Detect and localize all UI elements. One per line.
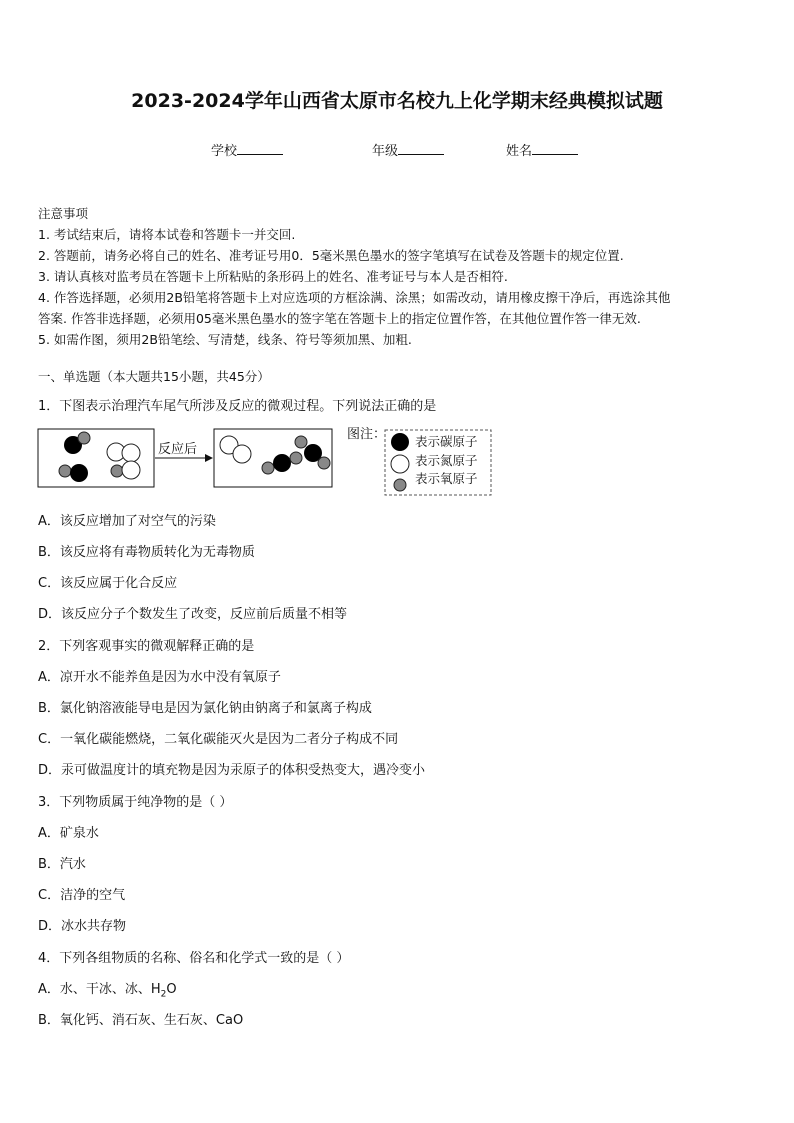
option-c[interactable]: C．一氧化碳能燃烧，二氧化碳能灭火是因为二者分子构成不同 <box>38 732 399 747</box>
grade-label: 年级 <box>372 144 399 159</box>
option-c[interactable]: C．洁净的空气 <box>38 888 126 903</box>
option-a[interactable]: A．矿泉水 <box>38 826 99 841</box>
oxygen-legend-icon <box>394 479 406 491</box>
question-stem: 3．下列物质属于纯净物的是（ ） <box>38 795 233 810</box>
oxygen-atom <box>295 436 307 448</box>
school-blank[interactable] <box>237 142 283 155</box>
legend-oxygen: 表示氧原子 <box>415 471 478 486</box>
notice-item: 1. 考试结束后，请将本试卷和答题卡一并交回. <box>38 227 296 242</box>
legend-carbon: 表示碳原子 <box>415 434 478 449</box>
name-label: 姓名 <box>506 144 533 159</box>
option-d[interactable]: D．冰水共存物 <box>38 919 127 934</box>
oxygen-atom <box>59 465 71 477</box>
exam-notice <box>38 203 758 350</box>
notice-item: 3. 请认真核对监考员在答题卡上所粘贴的条形码上的姓名、准考证号与本人是否相符. <box>38 269 508 284</box>
name-blank[interactable] <box>532 142 578 155</box>
notice-item: 答案. 作答非选择题，必须用05毫米黑色墨水的签字笔在答题卡上的指定位置作答，在其他位置作答一律无效. <box>38 311 641 326</box>
option-a[interactable]: A．凉开水不能养鱼是因为水中没有氧原子 <box>38 670 281 685</box>
carbon-atom <box>70 464 88 482</box>
option-c[interactable]: C．该反应属于化合反应 <box>38 576 178 591</box>
option-b[interactable]: B．汽水 <box>38 857 86 872</box>
subscript: 2 <box>160 989 167 1000</box>
option-a[interactable]: A．该反应增加了对空气的污染 <box>38 514 216 529</box>
legend-nitrogen: 表示氮原子 <box>415 453 478 468</box>
notice-heading: 注意事项 <box>38 206 89 221</box>
school-field[interactable] <box>211 140 283 159</box>
oxygen-atom <box>262 462 274 474</box>
formula-tail: O <box>166 982 177 997</box>
grade-blank[interactable] <box>398 142 444 155</box>
carbon-atom <box>273 454 291 472</box>
option-d[interactable]: D．该反应分子个数发生了改变，反应前后质量不相等 <box>38 607 348 622</box>
nitrogen-atom <box>122 444 140 462</box>
question-stem: 1．下图表示治理汽车尾气所涉及反应的微观过程。下列说法正确的是 <box>38 399 437 414</box>
page-title: 2023-2024学年山西省太原市名校九上化学期末经典模拟试题 <box>131 90 663 112</box>
reaction-diagram <box>37 425 497 500</box>
legend-title: 图注： <box>347 427 387 442</box>
grade-field[interactable] <box>372 140 444 159</box>
notice-item: 2. 答题前，请务必将自己的姓名、准考证号用0．5毫米黑色墨水的签字笔填写在试卷及答题卡的规定位置. <box>38 248 624 263</box>
option-b[interactable]: B．氧化钙、消石灰、生石灰、CaO <box>38 1013 244 1028</box>
school-label: 学校 <box>211 144 238 159</box>
arrow-label: 反应后 <box>158 442 198 457</box>
section-heading: 一、单选题（本大题共15小题，共45分） <box>38 369 270 384</box>
question-stem: 2．下列客观事实的微观解释正确的是 <box>38 639 255 654</box>
option-a[interactable] <box>38 978 177 1000</box>
carbon-legend-icon <box>391 433 409 451</box>
nitrogen-atom <box>122 461 140 479</box>
name-field[interactable] <box>506 140 578 159</box>
notice-item: 5. 如需作图，须用2B铅笔绘、写清楚，线条、符号等须加黑、加粗. <box>38 332 412 347</box>
option-b[interactable]: B．氯化钠溶液能导电是因为氯化钠由钠离子和氯离子构成 <box>38 701 372 716</box>
option-a-text: A．水、干冰、冰、H <box>38 982 161 997</box>
oxygen-atom <box>78 432 90 444</box>
nitrogen-legend-icon <box>391 455 409 473</box>
option-d[interactable]: D．汞可做温度计的填充物是因为汞原子的体积受热变大，遇冷变小 <box>38 763 426 778</box>
option-b[interactable]: B．该反应将有毒物质转化为无毒物质 <box>38 545 255 560</box>
notice-item: 4. 作答选择题，必须用2B铅笔将答题卡上对应选项的方框涂满、涂黑；如需改动，请用橡皮擦干净后，再选涂其他 <box>38 290 671 305</box>
oxygen-atom <box>290 452 302 464</box>
oxygen-atom <box>111 465 123 477</box>
nitrogen-atom <box>233 445 251 463</box>
arrow-head-icon <box>205 454 213 462</box>
oxygen-atom <box>318 457 330 469</box>
question-stem: 4．下列各组物质的名称、俗名和化学式一致的是（ ） <box>38 951 350 966</box>
